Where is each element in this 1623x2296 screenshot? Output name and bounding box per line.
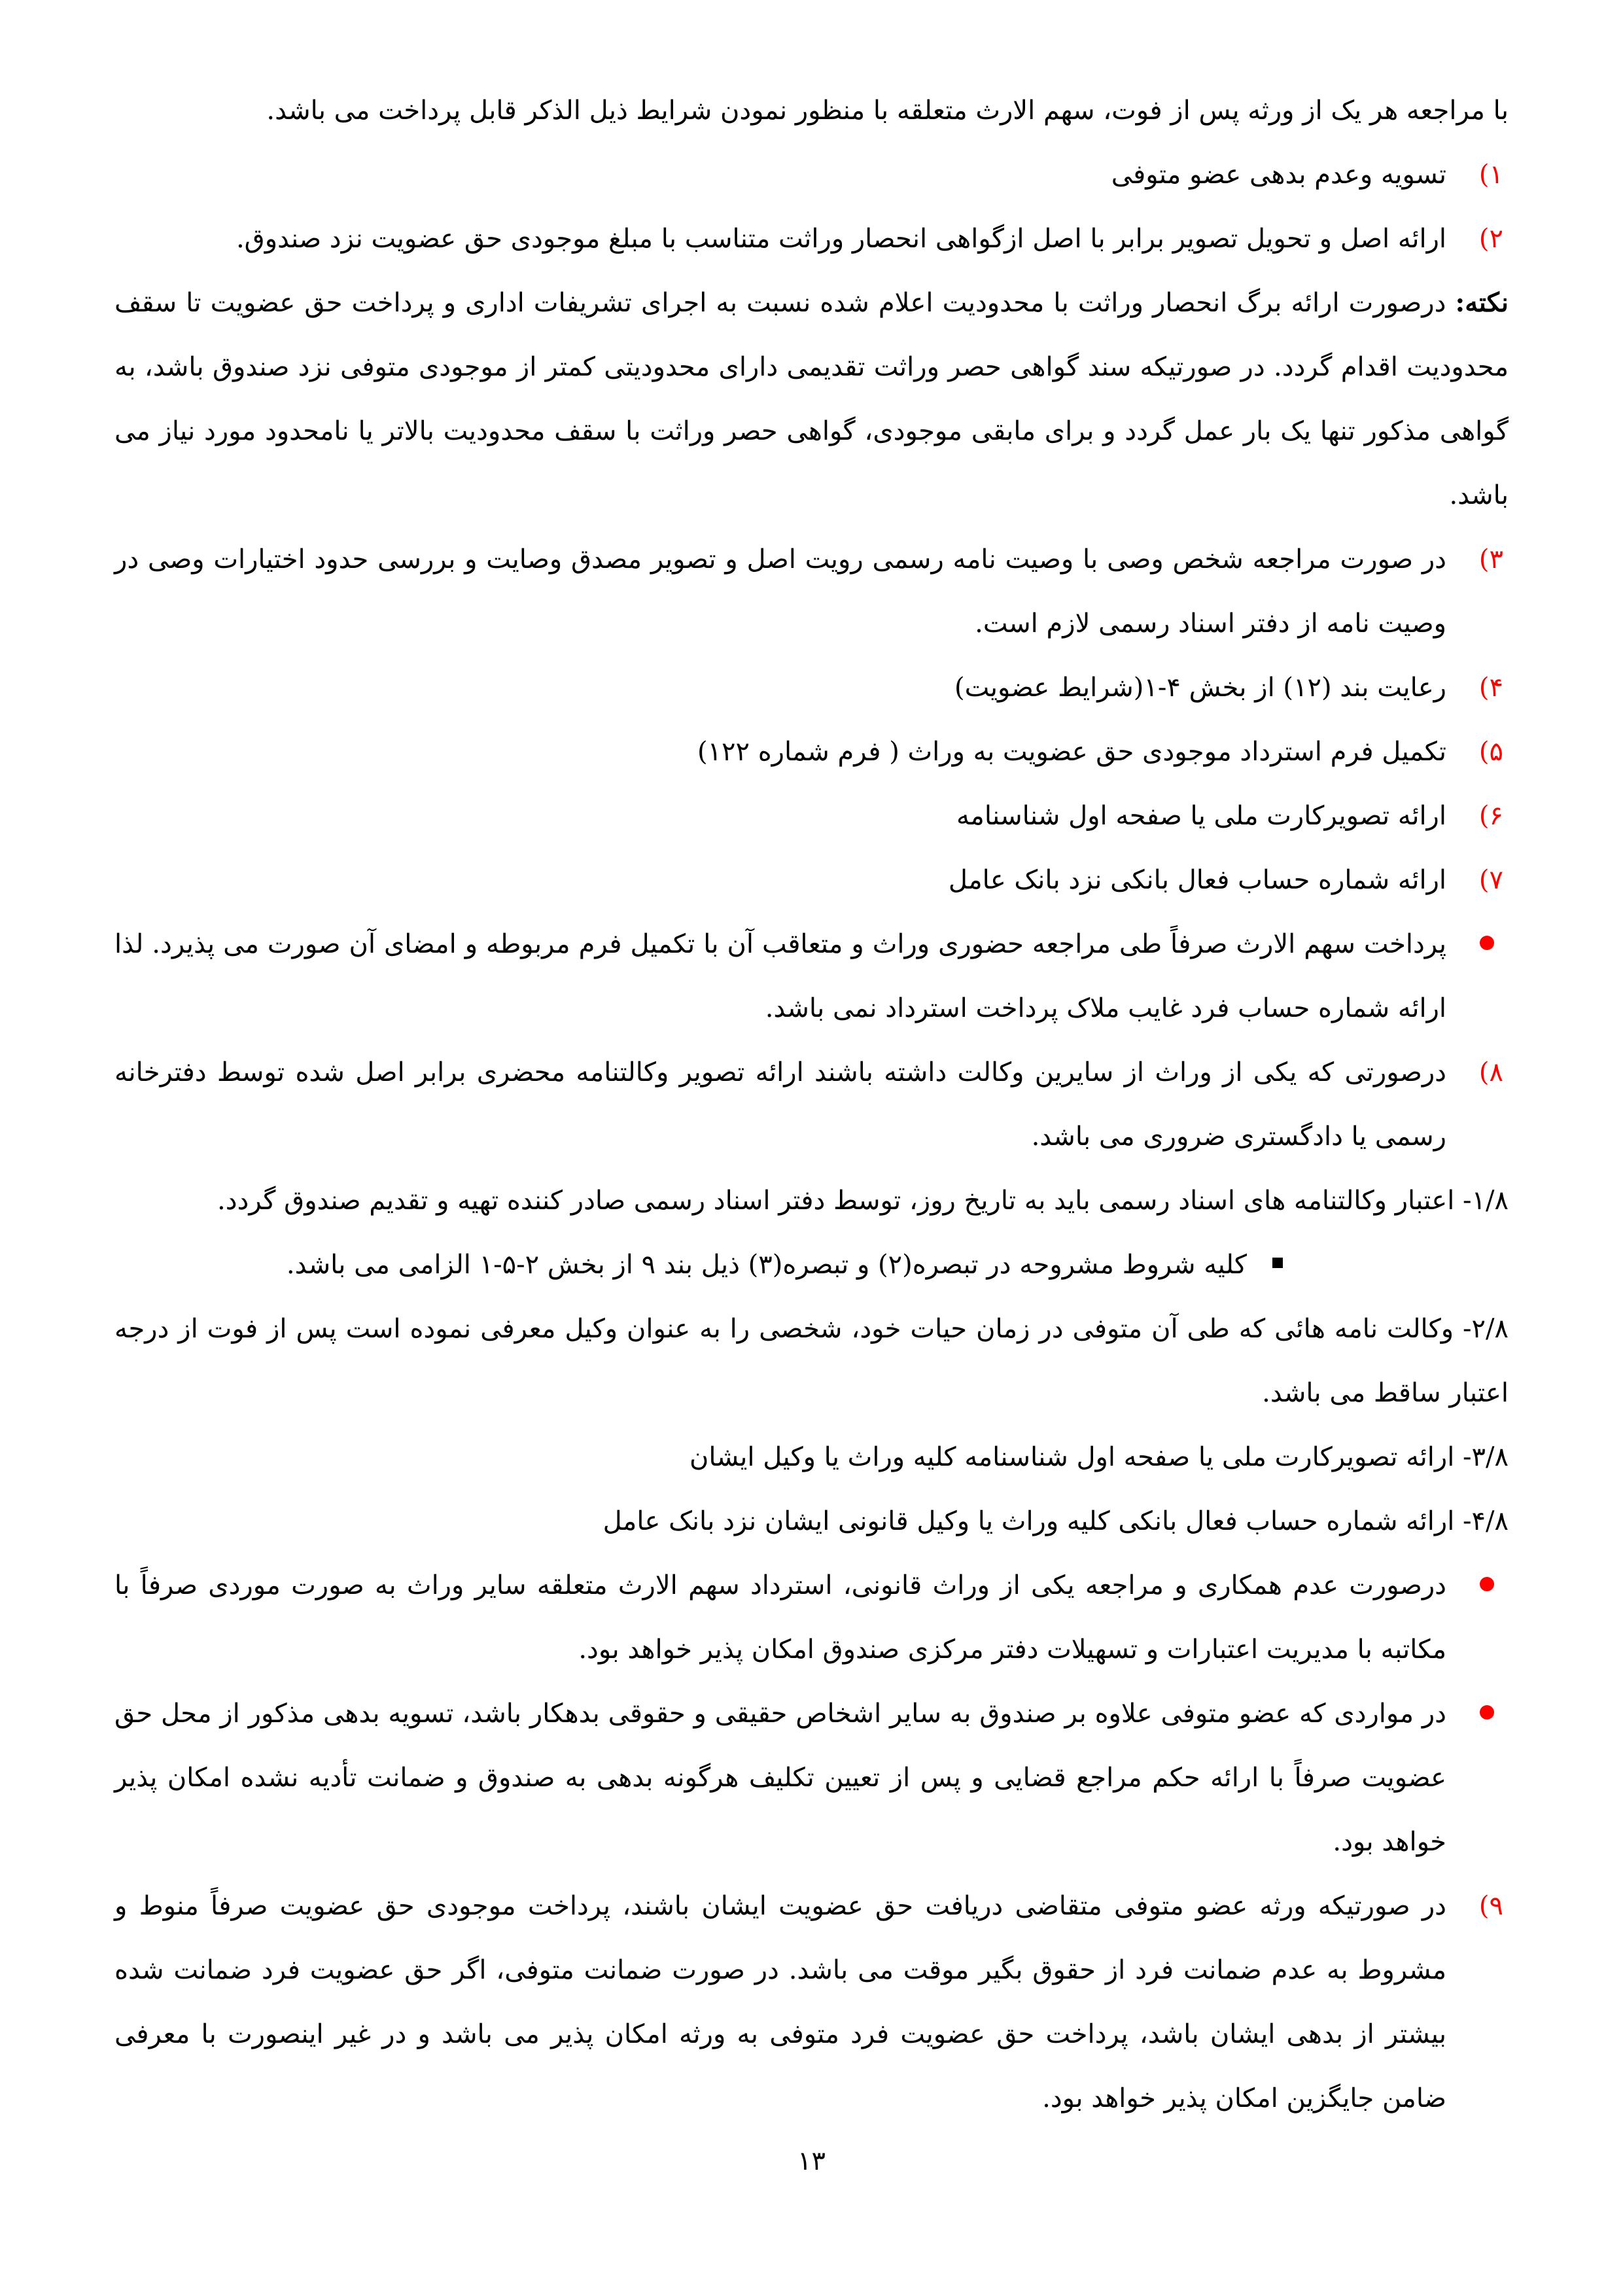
list-item-3 <box>114 527 1509 656</box>
intro-paragraph: با مراجعه هر یک از ورثه پس از فوت، سهم الارث متعلقه با منظور نمودن شرایط ذیل الذکر قابل پرداخت می باشد. <box>266 96 1509 126</box>
list-item-7 <box>114 848 1509 912</box>
bullet-text: درصورت عدم همکاری و مراجعه یکی از وراث قانونی، استرداد سهم الارث متعلقه سایر وراث به صورت موردی صرفاً با مکاتبه با مدیریت اعتبارات و تسهیلات دفتر مرکزی صندوق امکان پذیر خواهد بود. <box>114 1570 1446 1665</box>
bullet-item-non-cooperation <box>114 1553 1509 1682</box>
bullet-item-payment <box>114 912 1509 1040</box>
item-text: تسویه وعدم بدهی عضو متوفی <box>1111 160 1446 190</box>
item-marker: ۵) <box>1478 737 1503 767</box>
note-paragraph <box>114 271 1509 527</box>
item-text: درصورتی که یکی از وراث از سایرین وکالت داشته باشند ارائه تصویر وکالتنامه محضری برابر اصل شده توسط دفترخانه رسمی یا دادگستری ضروری می باشد. <box>114 1057 1446 1152</box>
item-marker: ۲) <box>1478 224 1503 254</box>
item-marker: ۶) <box>1478 801 1503 831</box>
list-item-5 <box>114 720 1509 784</box>
item-text: تکمیل فرم استرداد موجودی حق عضویت به وراث ( فرم شماره ۱۲۲) <box>697 737 1446 767</box>
item-marker: ۸) <box>1478 1057 1503 1087</box>
list-item-4 <box>114 656 1509 720</box>
square-bullet-text: کلیه شروط مشروحه در تبصره(۲) و تبصره(۳) ذیل بند ۹ از بخش ۲-۵-۱ الزامی می باشد. <box>286 1250 1247 1280</box>
square-bullet-icon <box>1272 1258 1283 1268</box>
note-label: نکته: <box>1455 287 1509 318</box>
bullet-text: در مواردی که عضو متوفی علاوه بر صندوق به سایر اشخاص حقیقی و حقوقی بدهکار باشد، تسویه بدهی مذکور از محل حق عضویت صرفاً با ارائه حکم مراجع قضایی و پس از تعیین تکلیف هرگونه بدهی به صندوق و ضمانت تأدیه نشده امکان پذیر خواهد بود. <box>114 1699 1446 1857</box>
sub-item-8-2: ۲/۸- وکالت نامه هائی که طی آن متوفی در زمان حیات خود، شخصی را به عنوان وکیل معرفی نموده است پس از فوت از درجه اعتبار ساقط می باشد. <box>114 1314 1509 1408</box>
red-bullet-icon <box>1480 936 1494 950</box>
sub-item-8-1: ۱/۸- اعتبار وکالتنامه های اسناد رسمی باید به تاریخ روز، توسط دفتر اسناد رسمی صادر کننده تهیه و تقدیم صندوق گردد. <box>217 1186 1509 1216</box>
sub-item-8-4: ۴/۸- ارائه شماره حساب فعال بانکی کلیه وراث یا وکیل قانونی ایشان نزد بانک عامل <box>602 1506 1509 1536</box>
document-body <box>114 79 1509 2130</box>
item-marker: ۱) <box>1478 160 1503 190</box>
bullet-item-other-debts <box>114 1682 1509 1874</box>
item-marker: ۳) <box>1478 544 1503 574</box>
page-number: ۱۳ <box>797 2146 826 2176</box>
item-marker: ۷) <box>1478 865 1503 895</box>
item-marker: ۴) <box>1478 673 1503 703</box>
item-text: ارائه تصویرکارت ملی یا صفحه اول شناسنامه <box>956 801 1446 831</box>
red-bullet-icon <box>1480 1705 1494 1720</box>
item-text: ارائه اصل و تحویل تصویر برابر با اصل ازگواهی انحصار وراثت متناسب با مبلغ موجودی حق عضویت نزد صندوق. <box>236 224 1446 254</box>
bullet-text: پرداخت سهم الارث صرفاً طی مراجعه حضوری وراث و متعاقب آن با تکمیل فرم مربوطه و امضای آن صورت می پذیرد. لذا ارائه شماره حساب فرد غایب ملاک پرداخت استرداد نمی باشد. <box>114 929 1446 1023</box>
sub-item-8-3: ۳/۸- ارائه تصویرکارت ملی یا صفحه اول شناسنامه کلیه وراث یا وکیل ایشان <box>689 1442 1509 1472</box>
list-item-6 <box>114 784 1509 848</box>
item-text: ارائه شماره حساب فعال بانکی نزد بانک عامل <box>948 865 1446 895</box>
square-bullet-item <box>114 1233 1509 1297</box>
item-text: در صورت مراجعه شخص وصی با وصیت نامه رسمی رویت اصل و تصویر مصدق وصایت و بررسی حدود اختیارات وصی در وصیت نامه از دفتر اسناد رسمی لازم است. <box>114 544 1446 639</box>
red-bullet-icon <box>1480 1577 1494 1591</box>
item-text: در صورتیکه ورثه عضو متوفی متقاضی دریافت حق عضویت ایشان باشند، پرداخت موجودی حق عضویت صرفاً منوط و مشروط به عدم ضمانت فرد از حقوق بگیر موقت می باشد. در صورت ضمانت متوفی، اگر حق عضویت فرد ضمانت شده بیشتر از بدهی ایشان باشد، پرداخت حق عضویت فرد متوفی به ورثه امکان پذیر می باشد و در غیر اینصورت با معرفی ضامن جایگزین امکان پذیر خواهد بود. <box>114 1891 1446 2113</box>
list-item-2 <box>114 207 1509 271</box>
item-marker: ۹) <box>1478 1891 1503 1921</box>
item-text: رعایت بند (۱۲) از بخش ۴-۱(شرایط عضویت) <box>954 673 1446 703</box>
list-item-9 <box>114 1874 1509 2130</box>
note-text: درصورت ارائه برگ انحصار وراثت با محدودیت اعلام شده نسبت به اجرای تشریفات اداری و پرداخت حق عضویت تا سقف محدودیت اقدام گردد. در صورتیکه سند گواهی حصر وراثت تقدیمی دارای محدودیتی کمتر از موجودی متوفی نزد صندوق باشد، به گواهی مذکور تنها یک بار عمل گردد و برای مابقی موجودی، گواهی حصر وراثت با سقف محدودیت بالاتر یا نامحدود مورد نیاز می باشد. <box>114 288 1509 510</box>
list-item-1 <box>114 143 1509 207</box>
list-item-8 <box>114 1040 1509 1169</box>
